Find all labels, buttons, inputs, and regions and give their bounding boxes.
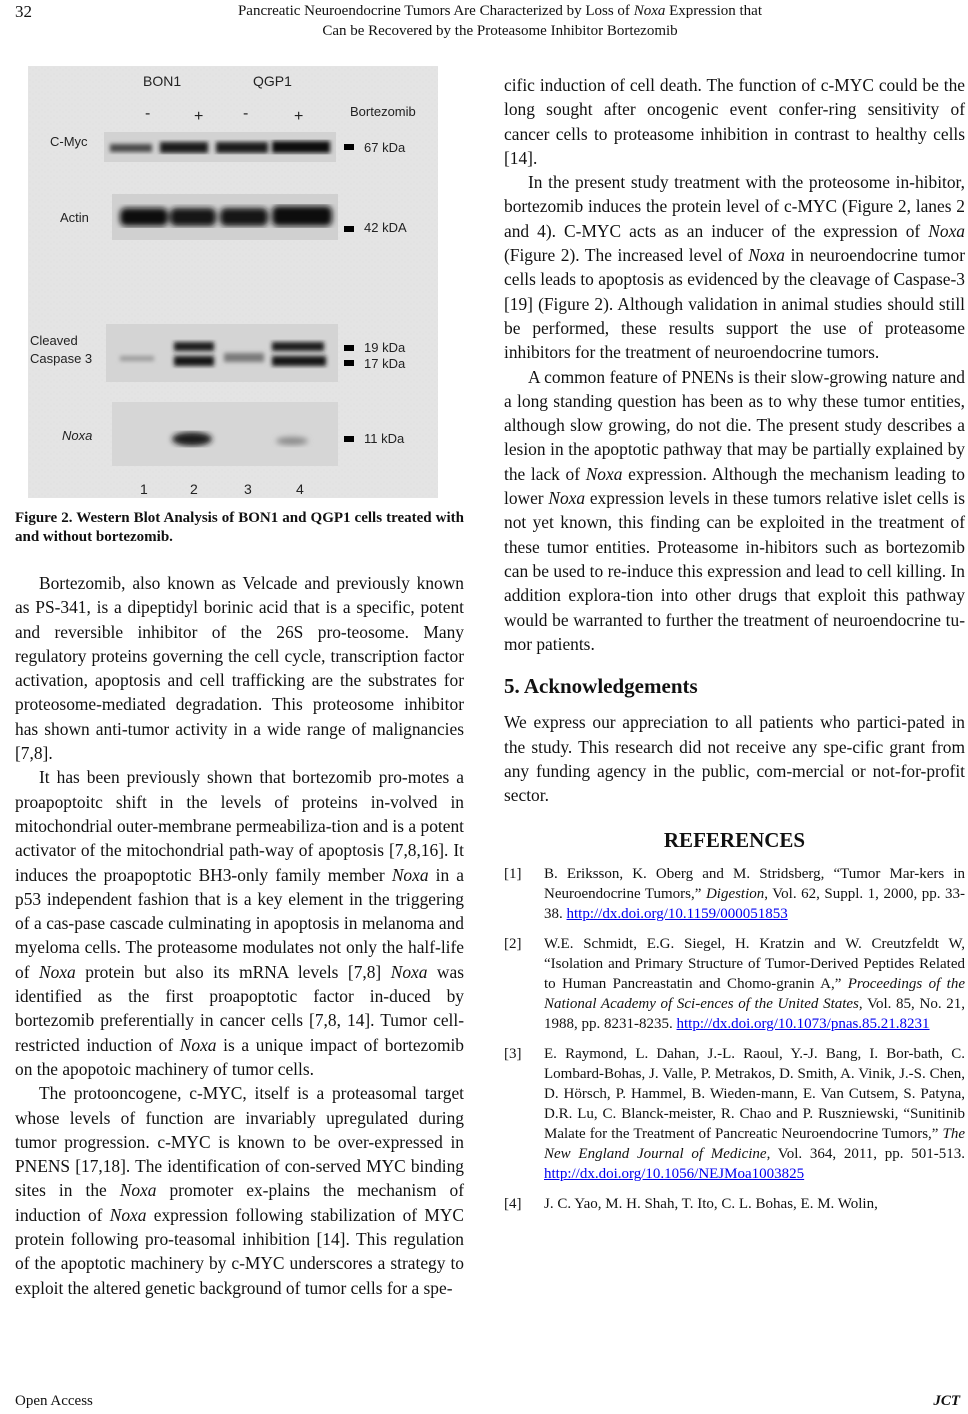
footer-journal: JCT [933,1393,960,1409]
row-label-actin: Actin [60,210,89,225]
row-label-caspase3: Caspase 3 [30,351,93,366]
row-label-c-myc: C-Myc [50,134,88,149]
paragraph: In the present study treatment with the proteosome in-hibitor, bortezomib induces the protein level of c-MYC (Figure 2, lanes 2 and 4). C-MYC acts as an inducer of the expression of Noxa (Figure 2). The increased level of Noxa in neuroendocrine tumor cells leads to apoptosis as evidenced by the cleavage of Caspase-3 [19] (Figure 2). Although validation in animal studies should still be performed, these results support the use of proteasome inhibitors for the treatment of neuroendocrine tumors. [504,172,965,363]
acknowledgements-text: We express our appreciation to all patients who partici-pated in the study. This research did not receive any spe-cific grant from any funding agency in the public, com-mercial or not-for-profit sector. [504,712,965,806]
lane-number-2: 2 [190,481,198,497]
treatment-sign-lane3: - [243,105,249,122]
acknowledgements-heading: 5. Acknowledgements [504,674,698,699]
paragraph: A common feature of PNENs is their slow-growing nature and a long standing question has been as to why these tumor entities, although slow growing, do not die. The present study describes a lesion in the apoptotic pathway that may be partially explained by the lack of Noxa expression. Although the mechanism leading to lower Noxa expression levels in these tumors relative islet cells is not yet known, this finding can be exploited in the treatment of these tumor entities. Proteasome in-hibitors such as bortezomib can be used to re-induce this expression and lead to cell killing. In addition explora-tion into other drugs that exploit this pathway would be warranted to further the treatment of neuroendocrine tu-mor patients. [504,366,965,654]
marker-tick-19 [344,345,354,351]
paragraph: It has been previously shown that bortezomib pro-motes a proapoptoitc shift in the levels of proteins in-volved in mitochondrial outer-membrane permeabiliza-tion and is a potent activator of the mitochondrial path-way of apoptosis [7,8,16]. It induces the proapoptotic BH3-only family member Noxa in a p53 independent fashion that is a key element in the triggering of a cas-pase cascade culminating in apoptosis in melanoma and myeloma cells. The proteasome modulates not only the half-life of Noxa protein but also its mRNA levels [7,8] Noxa was identified as the first proapoptotic factor in-duced by bortezomib preferentially in cancer cells [7,8, 14]. Tumor cell-restricted induction of Noxa is a unique impact of bortezomib on the apopotoic machinery of tumor cells. [15,767,465,1079]
actin-bands [120,206,332,226]
marker-tick-11 [344,436,354,442]
running-title [150,1,850,41]
reference-doi-link[interactable]: http://dx.doi.org/10.1056/NEJMoa1003825 [544,1165,805,1182]
lane-number-4: 4 [296,481,304,497]
marker-tick-17 [344,360,354,366]
treatment-sign-lane1: - [145,105,151,122]
running-title-line2: Can be Recovered by the Proteasome Inhibitor Bortezomib [322,23,678,39]
reference-text: B. Eriksson, K. Oberg and M. Stridsberg, “Tumor Mar-kers in Neuroendocrine Tumors,” Digestion, Vol. 62, Suppl. 1, 2000, pp. 33-38. http://dx.doi.org/10.1159/000051853 [544,865,965,922]
left-column [15,571,464,1300]
paragraph: cific induction of cell death. The function of c-MYC could be the long sought after oncogenic event confer-ring sensitivity of cancer cells to proteasome inhibition in contrast to healthy cells [14]. [504,75,965,168]
right-column [504,73,965,1224]
footer-open-access: Open Access [15,1393,93,1409]
paragraph: Bortezomib, also known as Velcade and previously known as PS-341, is a dipeptidyl borinic acid that is a specific, potent and reversible inhibitor of the 26S pro-teosome. Many regulatory proteins governing the cell cycle, transcription factor activation, apoptosis and cell trafficking are the substrates for proteosome-mediated degradation. This proteosome inhibitor has shown anti-tumor activity in a wide range of malignancies [7,8]. [15,573,464,764]
marker-label-67kda: 67 kDa [364,140,406,155]
reference-text: W.E. Schmidt, E.G. Siegel, H. Kratzin and W. Creutzfeldt W, “Isolation and Primary Structure of Tumor-Derived Peptides Related to Human Pancreastatin and Chomo-granin A,” Proceedings of the National Academy of Sci-ences of the United States, Vol. 85, No. 21, 1988, pp. 8231-8235. http://dx.doi.org/10.1073/pnas.85.21.8231 [544,935,965,1032]
cell-line-label-bon1: BON1 [143,73,182,89]
caspase-membrane [106,324,338,382]
lane-number-3: 3 [244,481,252,497]
reference-item [504,864,965,924]
marker-label-17kda: 17 kDa [364,356,406,371]
references-heading: REFERENCES [663,827,806,852]
reference-item [504,1044,965,1184]
reference-doi-link[interactable]: http://dx.doi.org/10.1159/000051853 [566,905,788,922]
cell-line-label-qgp1: QGP1 [253,73,292,89]
reference-number: [2] [504,935,522,952]
treatment-sign-lane2: + [194,108,204,125]
reference-text: J. C. Yao, M. H. Shah, T. Ito, C. L. Bohas, E. M. Wolin, [544,1195,878,1212]
marker-tick-42 [344,226,354,232]
treatment-sign-lane4: + [294,108,304,125]
row-label-noxa: Noxa [62,428,93,443]
reference-text: E. Raymond, L. Dahan, J.-L. Raoul, Y.-J. Bang, I. Bor-bath, C. Lombard-Bohas, J. Valle, P. Metrakos, D. Smith, A. Vinik, J.-S. Chen, D. Hörsch, P. Hammel, B. Wieden-mann, E. Van Cutsem, S. Patyna, D.R. Lu, C. Blanck-meister, R. Chao and P. Ruszniewski, “Sunitinib Malate for the Treatment of Pancreatic Neuroendocrine Tumors,” The New England Journal of Medicine, Vol. 364, 2011, pp. 501-513. http://dx.doi.org/10.1056/NEJMoa1003825 [544,1045,965,1182]
row-label-cleaved: Cleaved [30,333,78,348]
noxa-membrane [112,402,338,466]
reference-list [504,864,965,1214]
paragraph: The protooncogene, c-MYC, itself is a proteasomal target whose levels of function are invariably upregulated during tumor progression. c-MYC is known to be over-expressed in PNENS [17,18]. The identification of con-served MYC binding sites in the Noxa promoter ex-plains the mechanism of induction of Noxa expression following stabilization of MYC protein following pro-teasomal inhibition [14]. This regulation of the apoptotic machinery by c-MYC underscores a strategy to exploit the altered genetic background of tumor cells for a spe- [15,1083,464,1298]
treatment-label: Bortezomib [350,104,416,119]
western-blot-figure [28,66,438,498]
marker-label-42kda: 42 kDA [364,220,407,235]
reference-number: [1] [504,865,522,882]
marker-label-11kda: 11 kDa [364,431,405,446]
page-number: 32 [15,2,32,21]
reference-item [504,1194,965,1214]
reference-number: [4] [504,1195,522,1212]
reference-item [504,934,965,1034]
reference-number: [3] [504,1045,522,1062]
marker-label-19kda: 19 kDa [364,340,406,355]
figure-caption: Figure 2. Western Blot Analysis of BON1 and QGP1 cells treated with and without bortezomib. [15,510,464,545]
marker-tick-67 [344,144,354,150]
reference-doi-link[interactable]: http://dx.doi.org/10.1073/pnas.85.21.8231 [676,1015,930,1032]
lane-number-1: 1 [140,481,148,497]
running-title-line1: Pancreatic Neuroendocrine Tumors Are Characterized by Loss of Noxa Expression that [237,3,763,19]
